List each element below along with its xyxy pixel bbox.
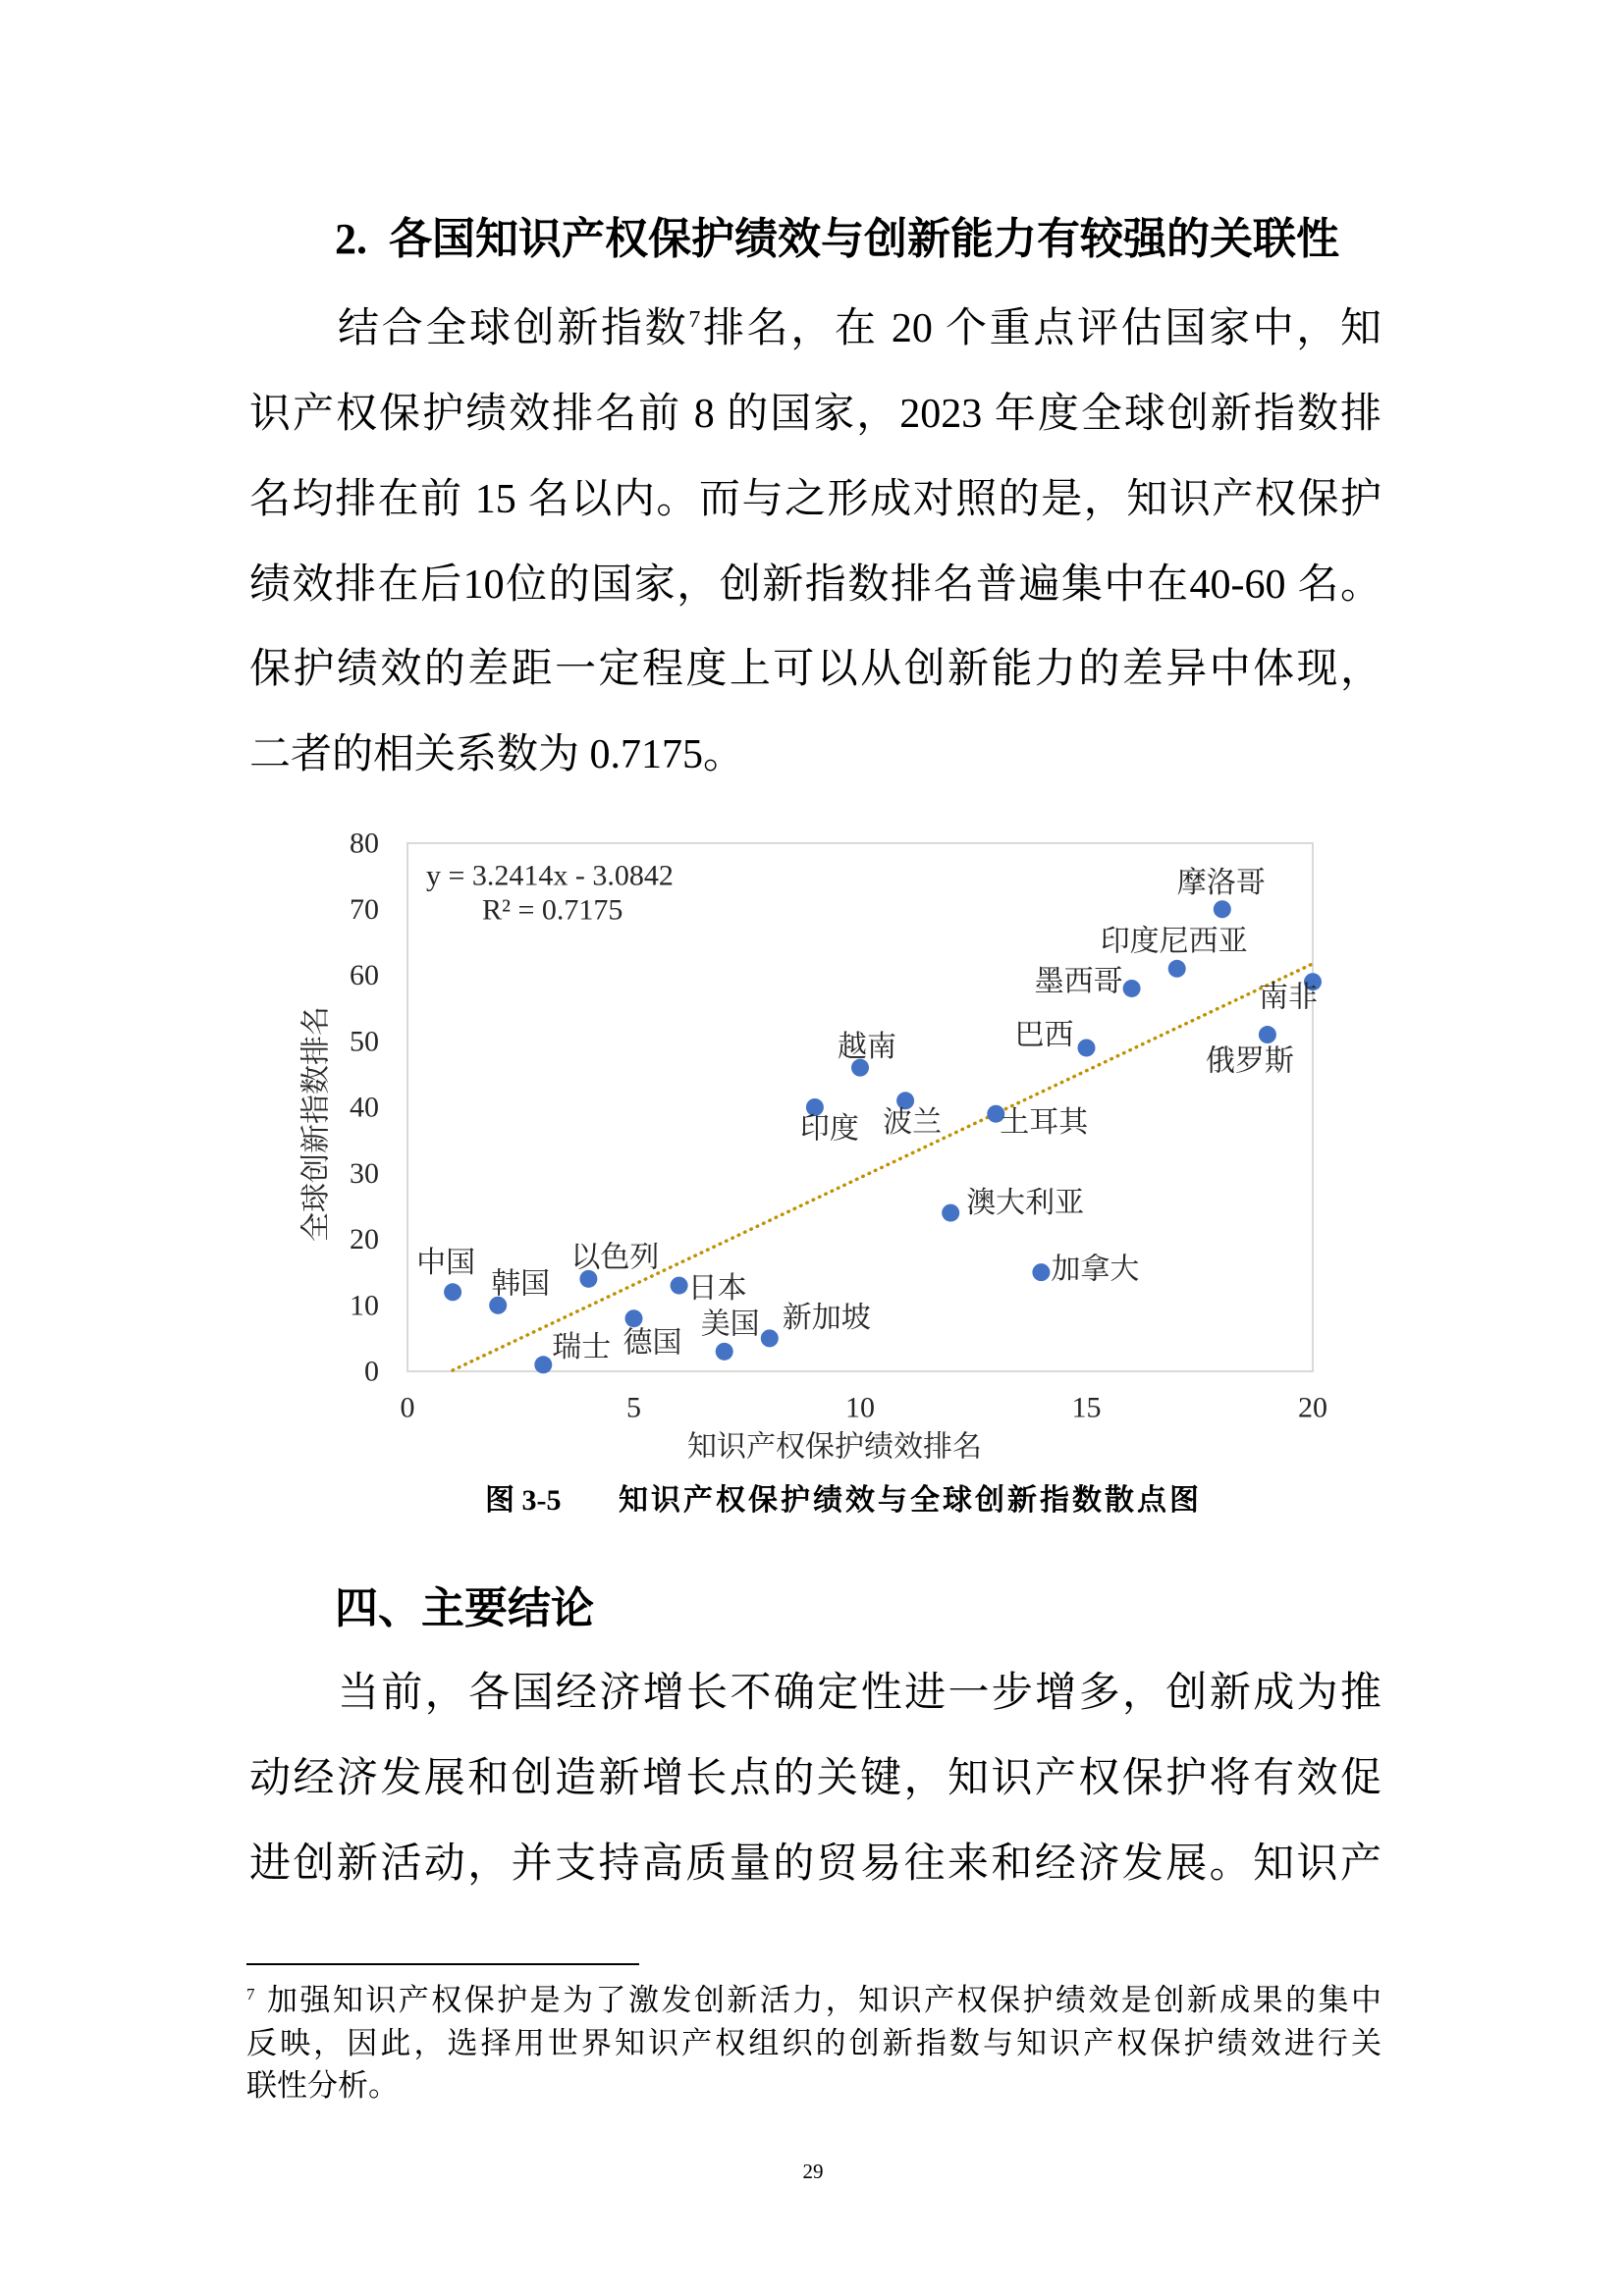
data-point — [716, 1343, 733, 1361]
subsection-number: 2. — [335, 215, 367, 263]
paragraph-line: 保护绩效的差距一定程度上可以从创新能力的差异中体现， — [249, 647, 1381, 692]
paragraph-line: 二者的相关系数为 0.7175。 — [249, 732, 745, 777]
data-point — [671, 1277, 688, 1295]
data-point — [1259, 1026, 1276, 1043]
data-label: 瑞士 — [552, 1330, 612, 1363]
y-tick-label: 20 — [350, 1223, 379, 1255]
footnote-line: 联性分析。 — [246, 2068, 399, 2103]
data-point — [1123, 980, 1141, 997]
y-tick-label: 10 — [350, 1289, 379, 1322]
trendline — [453, 964, 1313, 1370]
data-label: 以色列 — [570, 1241, 660, 1274]
paragraph-text: 结合全球创新指数 — [338, 306, 689, 351]
paragraph-line: 名均排在前 15 名以内。而与之形成对照的是，知识产权保护 — [249, 477, 1381, 522]
data-point — [625, 1309, 643, 1327]
paragraph-line: 绩效排在后10位的国家，创新指数排名普遍集中在40-60 名。 — [249, 562, 1381, 608]
data-label: 南非 — [1259, 981, 1318, 1014]
footnote-line — [246, 1979, 1381, 2022]
data-label: 摩洛哥 — [1176, 866, 1266, 899]
data-label: 波兰 — [883, 1105, 943, 1139]
y-tick-label: 40 — [350, 1091, 379, 1124]
data-label: 德国 — [623, 1326, 682, 1360]
paragraph-line: 当前，各国经济增长不确定性进一步增多，创新成为推 — [338, 1671, 1381, 1716]
data-label: 印度 — [799, 1112, 859, 1146]
paragraph-line: 动经济发展和创造新增长点的关键，知识产权保护将有效促 — [249, 1756, 1381, 1801]
data-label: 澳大利亚 — [966, 1187, 1085, 1220]
y-axis-title: 全球创新指数排名 — [299, 1006, 333, 1242]
paragraph-line: 进创新活动，并支持高质量的贸易往来和经济发展。知识产 — [249, 1842, 1381, 1887]
x-tick-label: 0 — [400, 1391, 415, 1424]
footnote-marker: 7 — [246, 1984, 255, 2003]
y-tick-label: 80 — [350, 827, 379, 860]
paragraph-line: 识产权保护绩效排名前 8 的国家，2023 年度全球创新指数排 — [249, 392, 1381, 437]
data-label: 巴西 — [1014, 1018, 1074, 1051]
y-tick-label: 60 — [350, 959, 379, 991]
data-point — [1078, 1039, 1096, 1056]
data-label: 韩国 — [491, 1267, 551, 1301]
data-point — [942, 1204, 959, 1222]
data-label: 俄罗斯 — [1205, 1044, 1294, 1078]
x-tick-label: 20 — [1298, 1391, 1327, 1424]
data-label: 土耳其 — [1000, 1106, 1089, 1140]
data-label: 日本 — [687, 1272, 747, 1306]
x-axis-title: 知识产权保护绩效排名 — [687, 1430, 982, 1464]
data-label: 越南 — [838, 1031, 896, 1064]
figure-caption-title: 知识产权保护绩效与全球创新指数散点图 — [619, 1484, 1202, 1517]
scatter-chart — [275, 815, 1375, 1482]
data-point — [444, 1283, 461, 1301]
data-point — [761, 1329, 779, 1347]
y-tick-label: 70 — [350, 892, 379, 926]
data-point — [1168, 960, 1186, 978]
y-tick-label: 50 — [350, 1025, 379, 1058]
page-number: 29 — [802, 2160, 824, 2183]
data-point — [1214, 900, 1231, 918]
y-tick-label: 0 — [364, 1355, 379, 1388]
subsection-heading — [335, 210, 1339, 269]
figure-caption-label: 图 3-5 — [485, 1484, 562, 1517]
labels-layer — [416, 867, 1318, 1363]
x-tick-label: 5 — [626, 1391, 641, 1424]
data-label: 中国 — [416, 1246, 476, 1279]
y-tick-label: 30 — [350, 1156, 379, 1190]
footnote-line: 反映，因此，选择用世界知识产权组织的创新指数与知识产权保护绩效进行关 — [246, 2026, 1381, 2060]
x-tick-label: 15 — [1071, 1391, 1102, 1424]
data-label: 印度尼西亚 — [1100, 925, 1248, 958]
footnote-text: 加强知识产权保护是为了激发创新活力，知识产权保护绩效是创新成果的集中 — [264, 1983, 1381, 2017]
data-point — [1032, 1263, 1050, 1281]
r-squared-label: R² = 0.7175 — [482, 893, 623, 927]
section-title: 四、主要结论 — [335, 1583, 594, 1633]
data-label: 加拿大 — [1051, 1253, 1140, 1286]
footnote-reference: 7 — [688, 307, 701, 333]
paragraph-text: 排名，在 20 个重点评估国家中，知 — [700, 306, 1381, 351]
trendline-equation: y = 3.2414x - 3.0842 — [426, 859, 674, 892]
x-tick-label: 10 — [845, 1391, 875, 1424]
data-label: 美国 — [700, 1308, 760, 1341]
data-point — [534, 1356, 552, 1373]
data-label: 新加坡 — [782, 1301, 871, 1334]
paragraph-line — [338, 299, 1381, 358]
data-label: 墨西哥 — [1034, 965, 1123, 998]
footnote-separator — [246, 1963, 639, 1965]
trendline-layer — [453, 964, 1313, 1370]
subsection-title: 各国知识产权保护绩效与创新能力有较强的关联性 — [389, 215, 1339, 263]
